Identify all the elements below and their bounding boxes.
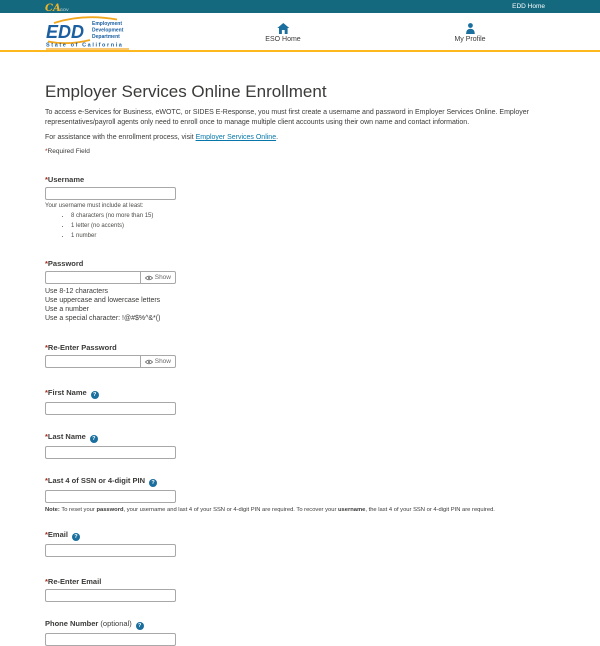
- reenter-password-input-wrap: [45, 355, 176, 368]
- edd-logo-tagline-2: Development: [92, 27, 124, 34]
- help-icon[interactable]: ?: [90, 435, 98, 443]
- phone-label: Phone Number (optional) ?: [45, 619, 555, 630]
- edd-logo-tagline-1: Employment: [92, 21, 123, 27]
- utility-bar: [0, 0, 600, 13]
- required-marker: *: [45, 343, 48, 352]
- show-password-button[interactable]: Show: [140, 271, 176, 284]
- email-group: [45, 530, 555, 557]
- reenter-password-input[interactable]: [45, 355, 140, 368]
- reenter-email-group: [45, 577, 555, 602]
- assistance-line: [45, 134, 555, 141]
- username-hint: Your username must include at least:: [45, 203, 144, 209]
- last-name-label: *Last Name ?: [45, 432, 555, 443]
- site-header: [0, 13, 600, 52]
- first-name-label: *First Name ?: [45, 388, 555, 399]
- required-field-note: *Required Field: [45, 148, 90, 155]
- password-rules: [45, 287, 555, 323]
- reenter-password-label: *Re-Enter Password: [45, 343, 117, 352]
- help-icon[interactable]: ?: [149, 479, 157, 487]
- username-group: [45, 175, 555, 239]
- required-marker: *: [45, 148, 48, 155]
- edd-logo[interactable]: [45, 16, 131, 51]
- reenter-email-input[interactable]: [45, 589, 176, 602]
- eye-icon: [145, 275, 153, 281]
- password-input[interactable]: [45, 271, 140, 284]
- username-rule-list: [45, 213, 555, 239]
- person-icon: [454, 21, 485, 33]
- first-name-input[interactable]: [45, 402, 176, 415]
- assistance-prefix: For assistance with the enrollment process, visit: [45, 134, 196, 141]
- ssn-pin-input[interactable]: [45, 490, 176, 503]
- help-icon[interactable]: ?: [136, 622, 144, 630]
- first-name-group: [45, 388, 555, 415]
- password-rule: Use uppercase and lowercase letters: [45, 297, 161, 304]
- phone-input[interactable]: [45, 633, 176, 646]
- ssn-pin-group: [45, 476, 555, 513]
- help-icon[interactable]: ?: [91, 391, 99, 399]
- help-icon[interactable]: ?: [72, 533, 80, 541]
- assistance-suffix: .: [276, 134, 279, 141]
- email-input[interactable]: [45, 544, 176, 557]
- required-marker: *: [45, 388, 48, 397]
- username-label: *Username: [45, 175, 85, 184]
- required-marker: *: [45, 530, 48, 539]
- username-rule: • 1 number: [71, 233, 555, 239]
- reenter-email-label: *Re-Enter Email: [45, 577, 102, 586]
- page-title: Employer Services Online Enrollment: [45, 82, 327, 101]
- nav-my-profile[interactable]: [454, 21, 485, 43]
- nav-eso-home-label: ESO Home: [265, 36, 301, 43]
- username-input[interactable]: [45, 187, 176, 200]
- home-icon: [265, 21, 300, 33]
- employer-services-online-link[interactable]: Employer Services Online: [195, 134, 277, 141]
- password-group: [45, 259, 555, 323]
- phone-group: [45, 619, 555, 646]
- username-rule: • 8 characters (no more than 15): [71, 213, 555, 219]
- required-marker: *: [45, 577, 48, 586]
- password-rule: Use a number: [45, 306, 89, 313]
- ssn-pin-label: *Last 4 of SSN or 4-digit PIN ?: [45, 476, 555, 487]
- main-content: [0, 82, 600, 646]
- email-label: *Email ?: [45, 530, 555, 541]
- eye-icon: [145, 359, 153, 365]
- edd-logo-tagline-3: Department: [92, 34, 120, 40]
- show-reenter-password-button[interactable]: Show: [140, 355, 176, 368]
- password-input-wrap: [45, 271, 176, 284]
- username-rule: • 1 letter (no accents): [71, 223, 555, 229]
- reenter-password-group: [45, 343, 555, 368]
- required-marker: *: [45, 476, 48, 485]
- last-name-group: [45, 432, 555, 459]
- password-rule: Use 8-12 characters: [45, 288, 109, 295]
- password-label: *Password: [45, 259, 84, 268]
- edd-logo-state: State of California: [46, 42, 124, 49]
- last-name-input[interactable]: [45, 446, 176, 459]
- required-marker: *: [45, 259, 48, 268]
- password-rule: Use a special character: !@#$%^&*(): [45, 315, 161, 322]
- nav-my-profile-label: My Profile: [454, 36, 486, 43]
- ssn-note: Note: To reset your password, your username and last 4 of your SSN or 4-digit PIN are required. To recover your username, the last 4 of your SSN or 4-digit PIN are required.: [45, 507, 495, 513]
- ca-gov-logo-ca: CA: [45, 2, 61, 14]
- required-marker: *: [45, 175, 48, 184]
- optional-suffix: (optional): [98, 619, 132, 628]
- edd-logo-text: EDD: [46, 22, 85, 42]
- intro-paragraph: To access e-Services for Business, eWOTC, or SIDES E-Response, you must first create a username and password in Employer Services Online. Employer representatives/payroll agents only need to enroll once to manage multiple client accounts using their own name and contact information.: [45, 109, 529, 126]
- nav-eso-home[interactable]: [265, 21, 300, 43]
- ca-gov-logo-gov: GOV: [59, 6, 69, 12]
- required-marker: *: [45, 432, 48, 441]
- edd-home-link[interactable]: EDD Home: [512, 3, 545, 10]
